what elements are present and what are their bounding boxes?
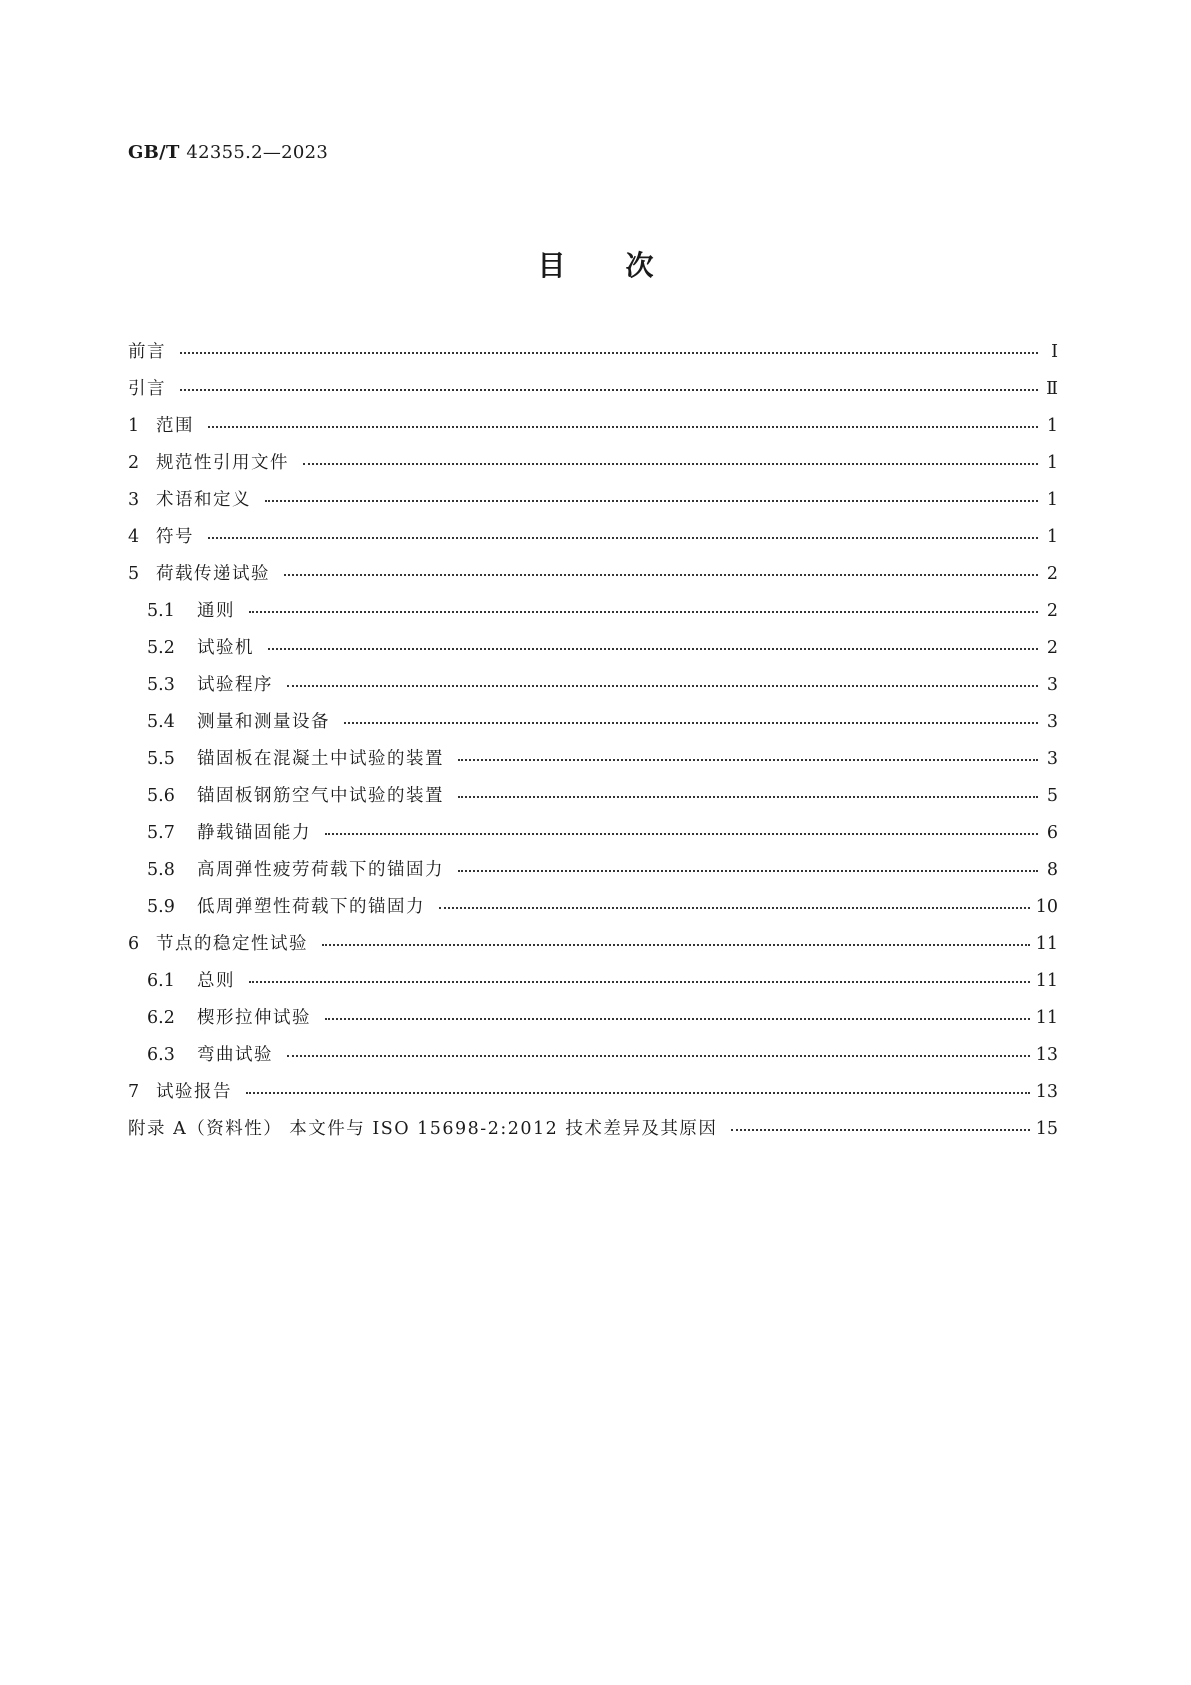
toc-entry-label: 范围 — [156, 416, 194, 436]
toc-entry-page: 6 — [1046, 823, 1058, 843]
toc-entry-label: 锚固板钢筋空气中试验的装置 — [197, 786, 444, 806]
toc-dot-leader — [180, 351, 1038, 354]
toc-entry-number: 2 — [128, 453, 140, 473]
toc-entry-number: 1 — [128, 416, 140, 436]
toc-entry[interactable] — [128, 634, 1058, 671]
toc-entry-page: 10 — [1035, 897, 1058, 917]
toc-dot-leader — [458, 795, 1038, 798]
toc-entry[interactable] — [128, 819, 1058, 856]
toc-entry-label: 附录 A（资料性） 本文件与 ISO 15698-2:2012 技术差异及其原因 — [128, 1119, 718, 1139]
toc-entry-page: 11 — [1035, 934, 1058, 954]
toc-entry-page: Ⅰ — [1051, 342, 1058, 362]
toc-dot-leader — [322, 943, 1030, 946]
toc-entry-label: 符号 — [156, 527, 194, 547]
toc-entry-label: 术语和定义 — [156, 490, 251, 510]
toc-entry-page: 5 — [1046, 786, 1058, 806]
toc-entry-number: 5.2 — [147, 638, 175, 658]
standard-code-prefix: GB/T — [128, 142, 180, 163]
toc-entry-label: 试验程序 — [197, 675, 273, 695]
toc-entry-label: 测量和测量设备 — [197, 712, 330, 732]
table-of-contents — [128, 338, 1058, 1152]
toc-entry-number: 5.7 — [147, 823, 175, 843]
toc-dot-leader — [246, 1091, 1030, 1094]
toc-entry[interactable] — [128, 1041, 1058, 1078]
standard-code — [128, 142, 328, 163]
toc-entry[interactable] — [128, 338, 1058, 375]
toc-dot-leader — [731, 1128, 1029, 1131]
toc-entry-label: 试验报告 — [156, 1082, 232, 1102]
toc-entry-number: 5.6 — [147, 786, 175, 806]
toc-entry-number: 5.5 — [147, 749, 175, 769]
toc-dot-leader — [249, 610, 1038, 613]
toc-entry-page: 13 — [1035, 1082, 1058, 1102]
toc-entry-page: 1 — [1046, 490, 1058, 510]
toc-entry-label: 弯曲试验 — [197, 1045, 273, 1065]
toc-entry-label: 节点的稳定性试验 — [156, 934, 308, 954]
toc-dot-leader — [287, 1054, 1030, 1057]
toc-entry-number: 5.8 — [147, 860, 175, 880]
toc-dot-leader — [249, 980, 1030, 983]
toc-entry-label: 引言 — [128, 379, 166, 399]
toc-entry[interactable] — [128, 375, 1058, 412]
toc-entry-page: 11 — [1035, 1008, 1058, 1028]
toc-entry-label: 规范性引用文件 — [156, 453, 289, 473]
toc-entry[interactable] — [128, 745, 1058, 782]
toc-entry-number: 5.3 — [147, 675, 175, 695]
toc-entry[interactable] — [128, 893, 1058, 930]
toc-entry-number: 3 — [128, 490, 140, 510]
toc-entry-page: 2 — [1046, 601, 1058, 621]
toc-entry-number: 6.3 — [147, 1045, 175, 1065]
toc-entry[interactable] — [128, 412, 1058, 449]
toc-entry-label: 总则 — [197, 971, 235, 991]
toc-entry-page: 3 — [1046, 675, 1058, 695]
toc-entry-page: 1 — [1046, 416, 1058, 436]
toc-dot-leader — [208, 536, 1038, 539]
toc-entry[interactable] — [128, 671, 1058, 708]
toc-entry-label: 荷载传递试验 — [156, 564, 270, 584]
toc-entry[interactable] — [128, 1115, 1058, 1152]
toc-entry-number: 7 — [128, 1082, 140, 1102]
toc-entry-label: 楔形拉伸试验 — [197, 1008, 311, 1028]
toc-entry-page: 1 — [1046, 453, 1058, 473]
toc-dot-leader — [344, 721, 1038, 724]
toc-entry-page: 2 — [1046, 564, 1058, 584]
toc-entry[interactable] — [128, 523, 1058, 560]
toc-entry-page: 2 — [1046, 638, 1058, 658]
toc-entry[interactable] — [128, 1004, 1058, 1041]
toc-entry[interactable] — [128, 967, 1058, 1004]
toc-entry-label: 通则 — [197, 601, 235, 621]
toc-entry-number: 5.1 — [147, 601, 175, 621]
toc-dot-leader — [303, 462, 1038, 465]
toc-dot-leader — [268, 647, 1038, 650]
toc-entry-page: 15 — [1035, 1119, 1058, 1139]
toc-entry-number: 5.4 — [147, 712, 175, 732]
toc-entry[interactable] — [128, 782, 1058, 819]
toc-entry[interactable] — [128, 856, 1058, 893]
toc-dot-leader — [458, 758, 1038, 761]
toc-entry-page: 3 — [1046, 712, 1058, 732]
toc-entry-label: 低周弹塑性荷载下的锚固力 — [197, 897, 425, 917]
toc-entry-page: 8 — [1046, 860, 1058, 880]
toc-entry-number: 6.2 — [147, 1008, 175, 1028]
toc-dot-leader — [287, 684, 1038, 687]
toc-entry-label: 锚固板在混凝土中试验的装置 — [197, 749, 444, 769]
toc-entry-page: Ⅱ — [1046, 379, 1058, 399]
toc-entry[interactable] — [128, 449, 1058, 486]
toc-dot-leader — [265, 499, 1038, 502]
toc-dot-leader — [325, 832, 1038, 835]
toc-dot-leader — [284, 573, 1038, 576]
toc-entry[interactable] — [128, 708, 1058, 745]
toc-dot-leader — [180, 388, 1038, 391]
toc-entry[interactable] — [128, 597, 1058, 634]
toc-entry-number: 4 — [128, 527, 140, 547]
toc-entry[interactable] — [128, 930, 1058, 967]
toc-entry-label: 高周弹性疲劳荷载下的锚固力 — [197, 860, 444, 880]
toc-entry-label: 前言 — [128, 342, 166, 362]
toc-entry-number: 6 — [128, 934, 140, 954]
toc-entry-page: 1 — [1046, 527, 1058, 547]
toc-entry-number: 6.1 — [147, 971, 175, 991]
standard-code-number: 42355.2—2023 — [186, 142, 329, 163]
toc-entry-label: 静载锚固能力 — [197, 823, 311, 843]
toc-dot-leader — [208, 425, 1038, 428]
toc-entry[interactable] — [128, 1078, 1058, 1115]
toc-entry[interactable] — [128, 560, 1058, 597]
toc-dot-leader — [325, 1017, 1030, 1020]
toc-entry-page: 11 — [1035, 971, 1058, 991]
toc-entry-number: 5.9 — [147, 897, 175, 917]
toc-entry-page: 13 — [1035, 1045, 1058, 1065]
toc-entry[interactable] — [128, 486, 1058, 523]
toc-entry-label: 试验机 — [197, 638, 254, 658]
toc-entry-number: 5 — [128, 564, 140, 584]
page-title: 目次 — [537, 249, 714, 282]
toc-entry-page: 3 — [1046, 749, 1058, 769]
toc-dot-leader — [458, 869, 1038, 872]
toc-dot-leader — [439, 906, 1030, 909]
